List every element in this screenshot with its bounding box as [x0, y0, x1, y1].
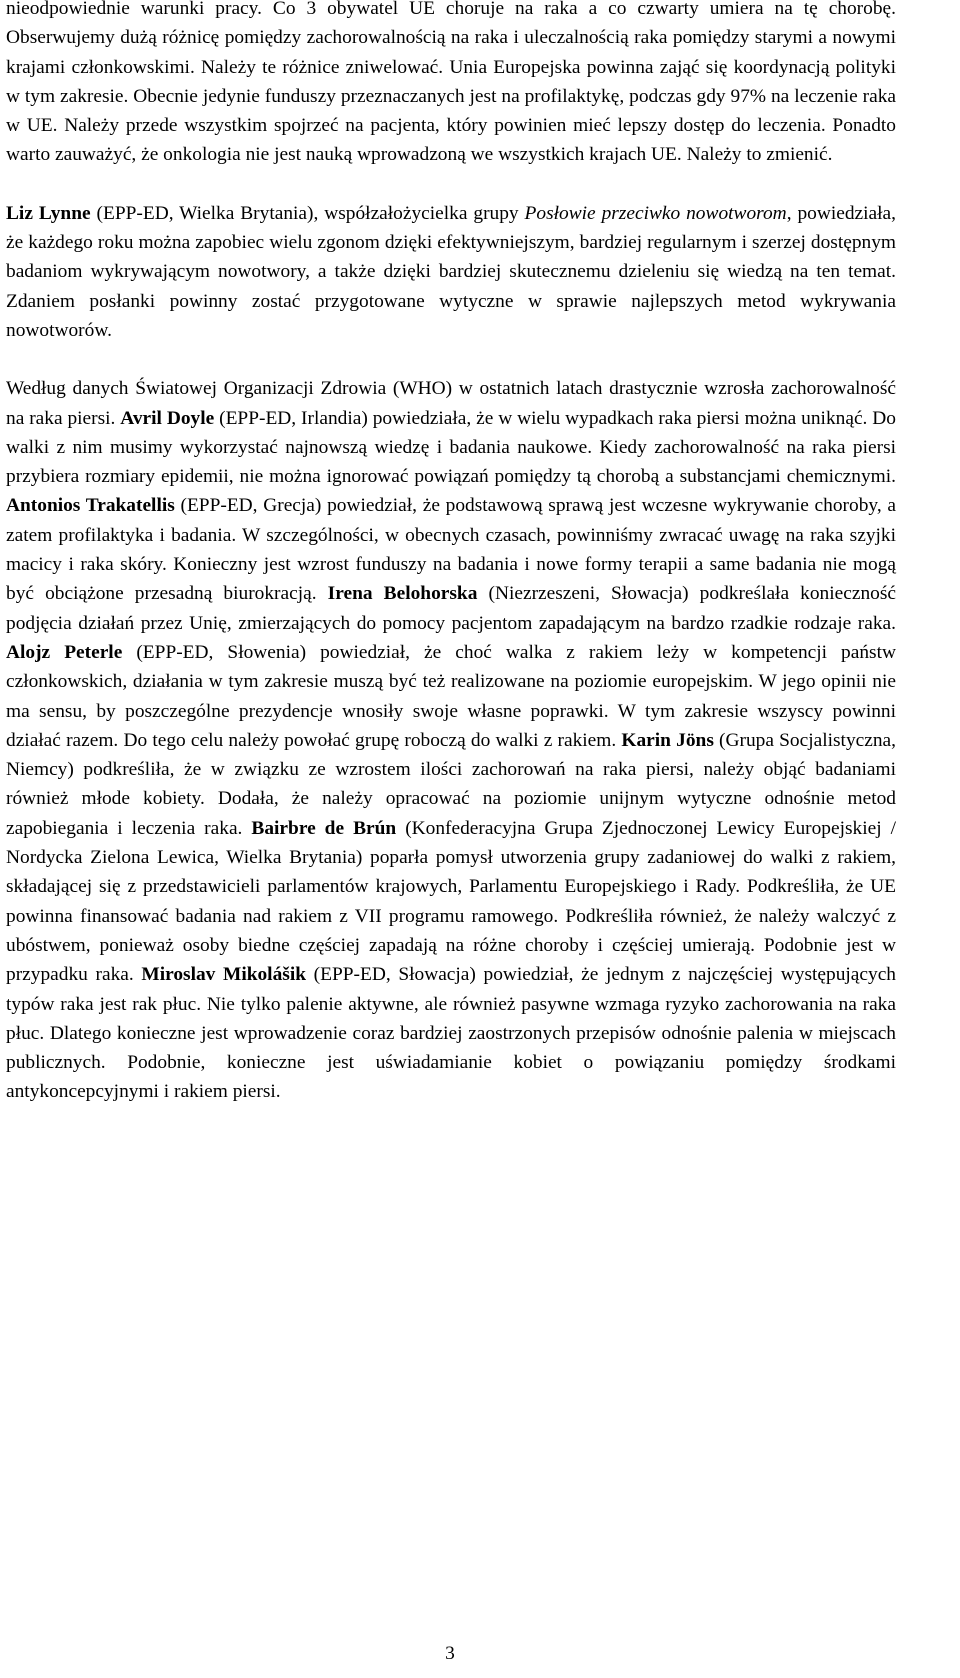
speaker-name: Miroslav Mikolášik	[141, 964, 306, 986]
page-number: 3	[445, 1643, 455, 1664]
speaker-name: Liz Lynne	[6, 202, 91, 224]
speaker-name: Bairbre de Brún	[251, 817, 397, 839]
text-run: (EPP-ED, Grecja) powiedział, że podstawową sprawą jest wczesne wykrywanie choroby, a zatem profilaktyka i badania. W szczególności, w obecnych czasach, powinniśmy zwracać uwagę na raka szyjki macicy i raka skóry. Konieczny jest wzrost funduszy na badania i nowe formy terapii a same badania nie mogą być obciążone przesadną biurokracją.	[6, 495, 896, 605]
text-run: (EPP-ED, Słowacja) powiedział, że jednym z najczęściej występujących typów raka jest rak płuc. Nie tylko palenie aktywne, ale również pasywne wzmaga ryzyko zachorowania na raka płuc. Dlatego konieczne jest wprowadzenie coraz bardziej zaostrzonych przepisów odnośnie palenia w miejscach publicznych. Podobnie, konieczne jest uświadamianie kobiet o powiązaniu pomiędzy środkami antykoncepcyjnymi i rakiem piersi.	[6, 964, 896, 1103]
speaker-name: Karin Jöns	[621, 729, 714, 751]
text-run: (EPP-ED, Słowenia) powiedział, że choć walka z rakiem leży w kompetencji państw członkowskich, działania w tym zakresie muszą być też realizowane na poziomie europejskim. W jego opinii nie ma sensu, by poszczególne prezydencje wnosiły swoje własne poprawki. W tym zakresie wszyscy powinni działać razem. Do tego celu należy powołać grupę roboczą do walki z rakiem.	[6, 641, 896, 751]
text-run: , powiedziała, że każdego roku można zapobiec wielu zgonom dzięki efektywniejszym, bardziej regularnym i szerzej dostępnym badaniom wykrywającym nowotwory, a także dzięki bardziej skutecznemu dzieleniu się wiedzą na ten temat. Zdaniem posłanki powinny zostać przygotowane wytyczne w sprawie najlepszych metod wykrywania nowotworów.	[6, 202, 896, 341]
speaker-name: Antonios Trakatellis	[6, 495, 175, 517]
speaker-name: Irena Belohorska	[327, 583, 478, 605]
text-run: (EPP-ED, Wielka Brytania), współzałożycielka grupy	[90, 202, 525, 224]
paragraph-3	[6, 374, 896, 1106]
text-run: nieodpowiednie warunki pracy. Co 3 obywatel UE choruje na raka a co czwarty umiera na tę chorobę. Obserwujemy dużą różnicę pomiędzy zachorowalnością na raka i uleczalnością raka pomiędzy starymi a nowymi krajami członkowskimi. Należy te różnice zniwelować. Unia Europejska powinna zająć się koordynacją polityki w tym zakresie. Obecnie jedynie funduszy przeznaczanych jest na profilaktykę, podczas gdy 97% na leczenie raka w UE. Należy przede wszystkim spojrzeć na pacjenta, który powinien mieć lepszy dostęp do leczenia. Ponadto warto zauważyć, że onkologia nie jest nauką wprowadzoną we wszystkich krajach UE. Należy to zmienić.	[6, 0, 896, 166]
document-body	[6, 0, 896, 1107]
text-run: (Grupa Socjalistyczna, Niemcy) podkreśliła, że w związku ze wzrostem ilości zachorowań na raka piersi, należy objąć badaniami również młode kobiety. Dodała, że należy opracować na poziomie unijnym wytyczne odnośnie metod zapobiegania i leczenia raka.	[6, 729, 896, 839]
paragraph-2	[6, 199, 896, 345]
text-run: (Niezrzeszeni, Słowacja) podkreślała konieczność podjęcia działań przez Unię, zmierzających do pomocy pacjentom zapadającym na bardzo rzadkie rodzaje raka.	[6, 583, 896, 634]
text-run: Według danych Światowej Organizacji Zdrowia (WHO) w ostatnich latach drastycznie wzrosła zachorowalność na raka piersi.	[6, 378, 896, 429]
text-run: (Konfederacyjna Grupa Zjednoczonej Lewicy Europejskiej / Nordycka Zielona Lewica, Wielka Brytania) poparła pomysł utworzenia grupy zadaniowej do walki z rakiem, składającej się z przedstawicieli parlamentów krajowych, Parlamentu Europejskiego i Rady. Podkreśliła, że UE powinna finansować badania nad rakiem z VII programu ramowego. Podkreśliła również, że należy walczyć z ubóstwem, ponieważ osoby biedne częściej zapadają na różne choroby i częściej umierają. Podobnie jest w przypadku raka.	[6, 817, 896, 986]
group-name: Posłowie przeciwko nowotworom	[524, 202, 787, 224]
text-run: (EPP-ED, Irlandia) powiedziała, że w wielu wypadkach raka piersi można uniknąć. Do walki z nim musimy wykorzystać najnowszą wiedzę i badania naukowe. Kiedy zachorowalność na raka piersi przybiera rozmiary epidemii, nie można ignorować powiązań pomiędzy tą chorobą a substancjami chemicznymi.	[6, 407, 896, 488]
speaker-name: Avril Doyle	[120, 407, 215, 429]
paragraph-1	[6, 0, 896, 170]
speaker-name: Alojz Peterle	[6, 641, 123, 663]
